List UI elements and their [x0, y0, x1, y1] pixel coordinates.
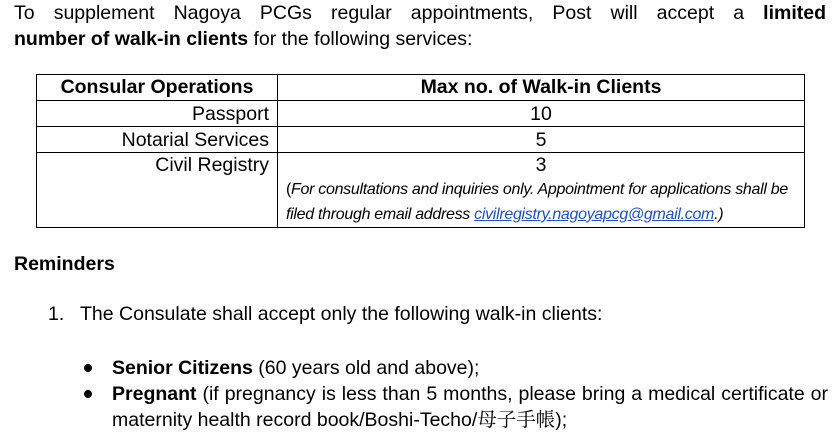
intro-text-post: for the following services:	[248, 28, 473, 50]
services-table	[36, 74, 805, 228]
note-close: .)	[714, 206, 724, 223]
service-name: Passport	[37, 101, 278, 127]
bullet-bold: Pregnant	[112, 383, 197, 405]
service-name: Notarial Services	[37, 127, 278, 153]
intro-bold-walkin: number of walk-in clients	[14, 28, 249, 50]
list-item	[80, 355, 828, 381]
intro-line-1	[14, 0, 826, 26]
intro-paragraph	[14, 0, 826, 52]
bullet-icon	[84, 390, 92, 398]
civil-registry-note	[286, 177, 796, 227]
intro-bold-limited: limited	[763, 2, 826, 24]
reminder-item-1	[48, 303, 602, 326]
service-max: 5	[278, 127, 805, 153]
service-max: 3	[535, 154, 547, 176]
header-max-walkin: Max no. of Walk-in Clients	[278, 75, 805, 101]
service-max: 10	[278, 101, 805, 127]
list-item	[80, 381, 828, 433]
bullet-bold: Senior Citizens	[112, 357, 253, 379]
email-link[interactable]: civilregistry.nagoyapcg@gmail.com	[474, 206, 715, 223]
table-row	[37, 127, 805, 153]
bullet-icon	[84, 364, 92, 372]
table-row	[37, 153, 805, 228]
note-open: (	[286, 181, 292, 198]
table-row	[37, 101, 805, 127]
bullet-text: (60 years old and above);	[252, 357, 480, 379]
note-text: For consultations and inquiries only. Appointment for applications shall be filed through email address	[286, 181, 788, 223]
table-header-row	[37, 75, 805, 101]
reminders-heading: Reminders	[14, 253, 115, 275]
header-consular-operations: Consular Operations	[37, 75, 278, 101]
bullet-text: (if pregnancy is less than 5 months, please bring a medical certificate or maternity health record book/Boshi-Techo/母子手帳);	[112, 383, 828, 431]
intro-text: To supplement Nagoya PCGs regular appointments, Post will accept a	[14, 2, 764, 24]
item-text: The Consulate shall accept only the following walk-in clients:	[80, 303, 603, 325]
civil-registry-cell	[278, 153, 805, 228]
item-number: 1.	[48, 303, 65, 325]
walkin-client-list	[80, 355, 828, 433]
service-name: Civil Registry	[37, 153, 278, 228]
